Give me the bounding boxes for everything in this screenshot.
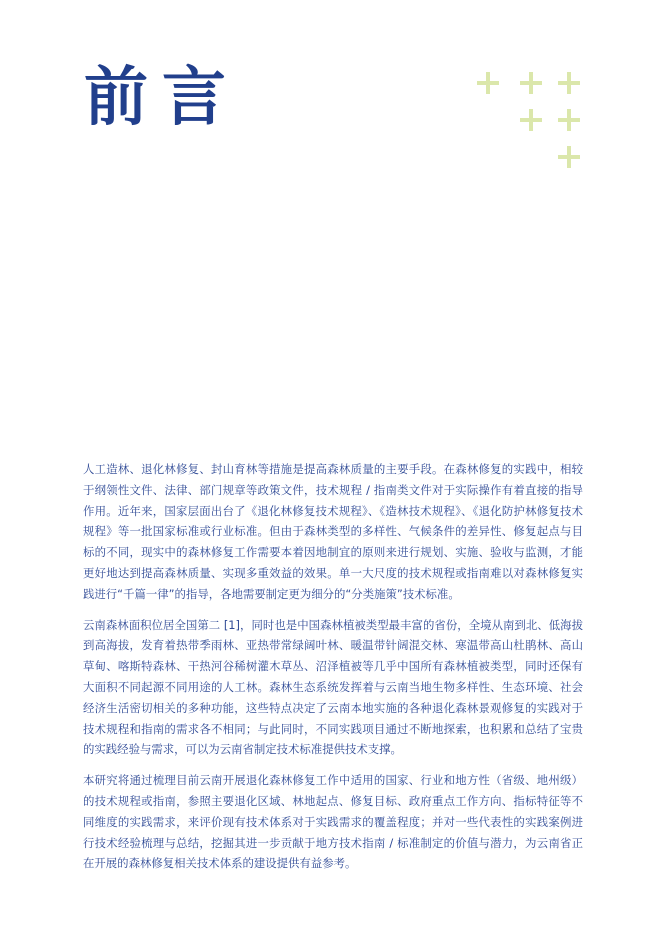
paragraph-3: 本研究将通过梳理目前云南开展退化森林修复工作中适用的国家、行业和地方性（省级、地州级）的技术规程或指南，参照主要退化区域、林地起点、修复目标、政府重点工作方向、指标特征等不同维度的实践需求，来评价现有技术体系对于实践需求的覆盖程度；并对一些代表性的实践案例进行技术经验梳理与总结，挖掘其进一步贡献于地方技术指南 / 标准制定的价值与潜力，为云南省正在开展的森林修复相关技术体系的建设提供有益参考。 [83, 773, 583, 871]
body-text [83, 459, 583, 884]
paragraph-2: 云南森林面积位居全国第二 [1]，同时也是中国森林植被类型最丰富的省份，全境从南到北、低海拔到高海拔，发育着热带季雨林、亚热带常绿阔叶林、暖温带针阔混交林、寒温带高山杜鹃林、高山草甸、喀斯特森林、干热河谷稀树灌木草丛、沼泽植被等几乎中国所有森林植被类型，同时还保有大面积不同起源不同用途的人工林。森林生态系统发挥着与云南当地生物多样性、生态环境、社会经济生活密切相关的多种功能，这些特点决定了云南本地实施的各种退化森林景观修复的实践对于技术规程和指南的需求各不相同；与此同时，不同实践项目通过不断地探索，也积累和总结了宝贵的实践经验与需求，可以为云南省制定技术标准提供技术支撑。 [83, 617, 583, 757]
plus-icon [520, 109, 542, 131]
plus-icon [520, 72, 542, 94]
paragraph-1: 人工造林、退化林修复、封山育林等措施是提高森林质量的主要手段。在森林修复的实践中，相较于纲领性文件、法律、部门规章等政策文件，技术规程 / 指南类文件对于实际操作有着直接的指导作用。近年来，国家层面出台了《退化林修复技术规程》、《造林技术规程》、《退化防护林修复技术规程》等一批国家标准或行业标准。但由于森林类型的多样性、气候条件的差异性、修复起点与目标的不同，现实中的森林修复工作需要本着因地制宜的原则来进行规划、实施、验收与监测，才能更好地达到提高森林质量、实现多重效益的效果。单一大尺度的技术规程或指南难以对森林修复实践进行“千篇一律”的指导，各地需要制定更为细分的“分类施策”技术标准。 [83, 462, 583, 601]
plus-icon [558, 146, 580, 168]
plus-icon [558, 72, 580, 94]
plus-icon [477, 72, 499, 94]
page-title: 前言 [84, 61, 240, 135]
plus-icon [558, 109, 580, 131]
